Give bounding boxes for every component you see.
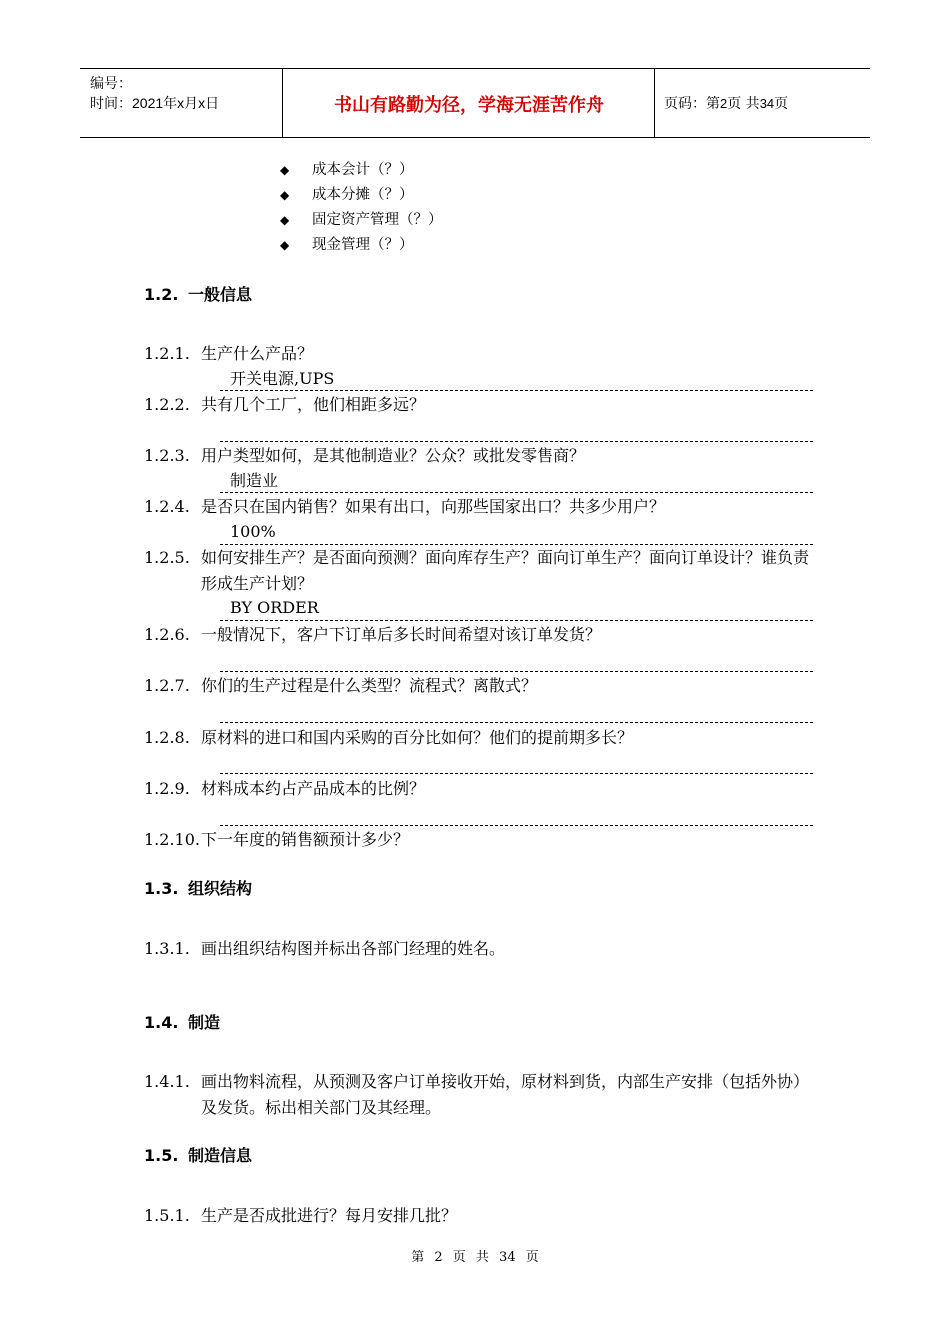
section-heading: 1.5. 制造信息	[144, 1146, 253, 1165]
document-date: 时间：2021年x月x日	[90, 95, 220, 111]
question-item: 1.2.10. 下一年度的销售额预计多少？	[144, 830, 410, 849]
question-item: 1.5.1. 生产是否成批进行？每月安排几批？	[144, 1206, 458, 1225]
question-item: 1.2.2. 共有几个工厂，他们相距多远？	[144, 395, 426, 414]
page-mid-label: 页 共	[727, 96, 760, 112]
page-footer: 第 2 页 共 34 页	[411, 1250, 539, 1265]
answer-line	[220, 773, 813, 774]
question-item: 1.2.7. 你们的生产过程是什么类型？流程式？离散式？	[144, 676, 538, 695]
header-meta	[90, 73, 219, 113]
answer-line	[220, 825, 813, 826]
answer-text: 制造业	[230, 471, 279, 490]
question-item: 1.2.8. 原材料的进口和国内采购的百分比如何？他们的提前期多长？	[144, 728, 634, 747]
diamond-bullet-icon: ◆	[280, 188, 290, 202]
list-item: ◆ 成本会计（？）	[280, 158, 443, 183]
list-item: ◆ 成本分摊（？）	[280, 183, 443, 208]
header-motto: 书山有路勤为径，学海无涯苦作舟	[334, 95, 604, 116]
diamond-bullet-icon: ◆	[280, 238, 290, 252]
question-item: 1.2.4. 是否只在国内销售？如果有出口，向那些国家出口？共多少用户？	[144, 497, 666, 516]
question-item: 1.4.1. 画出物料流程，从预测及客户订单接收开始，原材料到货，内部生产安排（包括外协）及发货。标出相关部门及其经理。	[144, 1072, 810, 1117]
page-end-label: 页	[774, 96, 789, 112]
diamond-bullet-icon: ◆	[280, 163, 290, 177]
header-page-info	[664, 93, 788, 113]
list-item: ◆ 现金管理（？）	[280, 233, 443, 258]
answer-line	[220, 722, 813, 723]
question-item: 1.2.3. 用户类型如何，是其他制造业？公众？或批发零售商？	[144, 446, 586, 465]
section-heading: 1.3. 组织结构	[144, 879, 253, 898]
question-item: 1.2.1. 生产什么产品？	[144, 344, 314, 363]
header-divider	[282, 69, 283, 137]
answer-line	[220, 671, 813, 672]
page-header	[80, 68, 870, 138]
answer-line	[220, 390, 813, 391]
answer-text: 100%	[230, 522, 276, 541]
diamond-bullet-icon: ◆	[280, 213, 290, 227]
list-item: ◆ 固定资产管理（？）	[280, 208, 443, 233]
answer-line	[220, 492, 813, 493]
bullet-list	[280, 158, 443, 258]
answer-line	[220, 620, 813, 621]
header-divider	[654, 69, 655, 137]
page-label: 页码：第	[664, 96, 720, 112]
question-item: 1.2.9. 材料成本约占产品成本的比例？	[144, 779, 426, 798]
answer-text: 开关电源,UPS	[230, 369, 335, 388]
section-heading: 1.4. 制造	[144, 1013, 221, 1032]
page-number: 2	[720, 96, 728, 111]
question-item: 1.2.6. 一般情况下，客户下订单后多长时间希望对该订单发货？	[144, 625, 602, 644]
page-total: 34	[759, 96, 775, 111]
question-item: 1.2.5. 如何安排生产？是否面向预测？面向库存生产？面向订单生产？面向订单设计？谁负责形成生产计划？	[144, 548, 810, 593]
question-item: 1.3.1. 画出组织结构图并标出各部门经理的姓名。	[144, 939, 506, 958]
document-number-label: 编号：	[90, 75, 132, 91]
section-heading: 1.2. 一般信息	[144, 285, 253, 304]
answer-line	[220, 441, 813, 442]
answer-text: BY ORDER	[230, 598, 319, 617]
